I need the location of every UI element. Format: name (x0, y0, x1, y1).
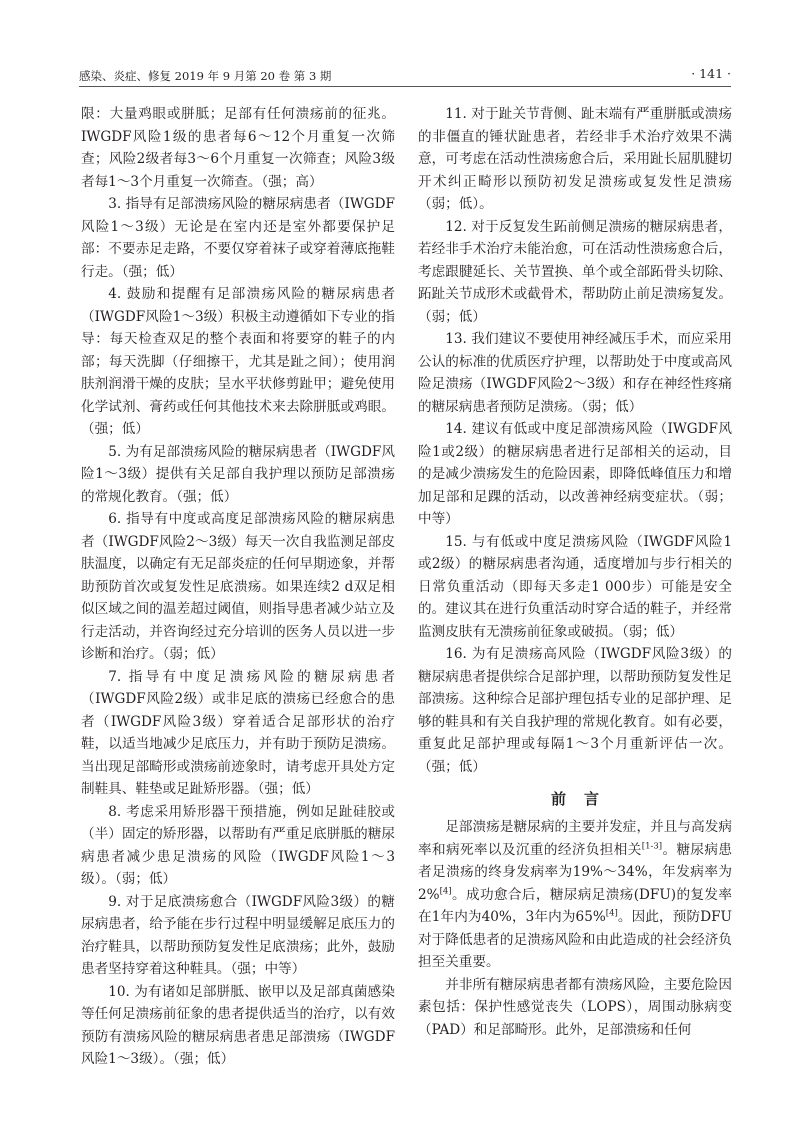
intro-text-3: 。成功愈合后，糖尿病足溃疡(DFU)的复发率在1年内为40%，3年内为65% (418, 886, 732, 925)
recommendation-8: 8. 考虑采用矫形器干预措施，例如足趾硅胶或（半）固定的矫形器，以帮助有严重足底胼胝的糖尿病患者减少患足溃疡的风险（IWGDF风险1～3级）。（弱；低） (81, 803, 395, 887)
citation-ref: [1-3] (641, 840, 663, 851)
recommendation-7: 7. 指导有中度足溃疡风险的糖尿病患者（IWGDF风险2级）或非足底的溃疡已经愈合的患者（IWGDF风险3级）穿着适合足部形状的治疗鞋，以适当地减少足底压力，并有助于预防足溃疡。当出现足部畸形或溃疡前迹象时，请考虑开具处方定制鞋具、鞋垫或足趾矫形器。（强；低） (81, 668, 395, 797)
page-number: · 141 · (691, 66, 731, 81)
recommendation-16: 16. 为有足溃疡高风险（IWGDF风险3级）的糖尿病患者提供综合足部护理，以帮助预防复发性足部溃疡。这种综合足部护理包括专业的足部护理、足够的鞋具和有关自我护理的常规化教育。如有必要，重复此足部护理或每隔1～3个月重新评估一次。（强；低） (418, 646, 732, 775)
left-column (81, 103, 395, 1071)
intro-text-2: 。糖尿病患者足溃疡的终身发病率为19%～34%，年发病率为2% (418, 841, 732, 903)
recommendation-10: 10. 为有诸如足部胼胝、嵌甲以及足部真菌感染等任何足溃疡前征象的患者提供适当的治疗，以有效预防有溃疡风险的糖尿病患者患足部溃疡（IWGDF风险1～3级）。（强；低） (81, 983, 395, 1067)
risk-factors-paragraph: 并非所有糖尿病患者都有溃疡风险，主要危险因素包括：保护性感觉丧失（LOPS），周围动脉病变（PAD）和足部畸形。此外，足部溃疡和任何 (418, 976, 732, 1038)
recommendation-12: 12. 对于反复发生跖前侧足溃疡的糖尿病患者，若经非手术治疗未能治愈，可在活动性溃疡愈合后，考虑跟腱延长、关节置换、单个或全部跖骨头切除、跖趾关节成形术或截骨术，帮助防止前足溃疡复发。（弱；低） (418, 218, 732, 325)
recommendation-13: 13. 我们建议不要使用神经减压手术，而应采用公认的标准的优质医疗护理，以帮助处于中度或高风险足溃疡（IWGDF风险2～3级）和存在神经性疼痛的糖尿病患者预防足溃疡。（弱；低） (418, 331, 732, 415)
intro-text-1: 足部溃疡是糖尿病的主要并发症，并且与高发病率和病死率以及沉重的经济负担相关 (418, 819, 732, 858)
recommendation-11: 11. 对于趾关节背侧、趾末端有严重胼胝或溃疡的非僵直的锤状趾患者，若经非手术治疗效果不满意，可考虑在活动性溃疡愈合后，采用趾长屈肌腱切开术纠正畸形以预防初发足溃疡或复发性足溃疡（弱；低）。 (418, 106, 732, 212)
recommendation-2-continued: 限：大量鸡眼或胼胝；足部有任何溃疡前的征兆。IWGDF风险1级的患者每6～12个月重复一次筛查；风险2级者每3～6个月重复一次筛查；风险3级者每1～3个月重复一次筛查。（强；高） (81, 106, 395, 190)
journal-info: 感染、炎症、修复 2019 年 9 月第 20 卷 第 3 期 (79, 69, 332, 83)
recommendation-4: 4. 鼓励和提醒有足部溃疡风险的糖尿病患者（IWGDF风险1～3级）积极主动遵循如下专业的指导：每天检查双足的整个表面和将要穿的鞋子的内部；每天洗脚（仔细擦干，尤其是趾之间）；使用润肤剂润滑干燥的皮肤；呈水平状修剪趾甲；避免使用化学试剂、膏药或任何其他技术来去除胼胝或鸡眼。（强；低） (81, 286, 395, 437)
recommendation-6: 6. 指导有中度或高度足部溃疡风险的糖尿病患者（IWGDF风险2～3级）每天一次自我监测足部皮肤温度，以确定有无足部炎症的任何早期迹象，并帮助预防首次或复发性足底溃疡。如果连续2 d双足相似区域之间的温差超过阈值，则指导患者减少站立及行走活动，并咨询经过充分培训的医务人员以进一步诊断和治疗。（弱；低） (81, 511, 395, 662)
intro-paragraph (418, 816, 732, 974)
right-column (418, 103, 732, 1041)
intro-text-4: 。因此，预防DFU对于降低患者的足溃疡风险和由此造成的社会经济负担至关重要。 (418, 909, 732, 970)
recommendation-15: 15. 与有低或中度足溃疡风险（IWGDF风险1或2级）的糖尿病患者沟通，适度增加与步行相关的日常负重活动（即每天多走1 000步）可能是安全的。建议其在进行负重活动时穿合适的鞋子，并经常监测皮肤有无溃疡前征象或破损。（弱；低） (418, 533, 732, 640)
section-heading: 前言 (550, 790, 617, 808)
recommendation-9: 9. 对于足底溃疡愈合（IWGDF风险3级）的糖尿病患者，给予能在步行过程中明显缓解足底压力的治疗鞋具，以帮助预防复发性足底溃疡；此外，鼓励患者坚持穿着这种鞋具。（强；中等） (81, 893, 395, 977)
running-header (79, 66, 731, 87)
citation-ref: [4] (605, 908, 618, 919)
citation-ref: [4] (439, 885, 452, 896)
recommendation-14: 14. 建议有低或中度足部溃疡风险（IWGDF风险1或2级）的糖尿病患者进行足部相关的运动，目的是减少溃疡发生的危险因素，即降低峰值压力和增加足部和足踝的活动，以改善神经病变症状。（弱；中等） (418, 421, 732, 527)
recommendation-5: 5. 为有足部溃疡风险的糖尿病患者（IWGDF风险1～3级）提供有关足部自我护理以预防足部溃疡的常规化教育。（强；低） (81, 443, 395, 505)
recommendation-3: 3. 指导有足部溃疡风险的糖尿病患者（IWGDF风险1～3级）无论是在室内还是室外都要保护足部：不要赤足走路，不要仅穿着袜子或穿着薄底拖鞋行走。（强；低） (81, 196, 395, 280)
